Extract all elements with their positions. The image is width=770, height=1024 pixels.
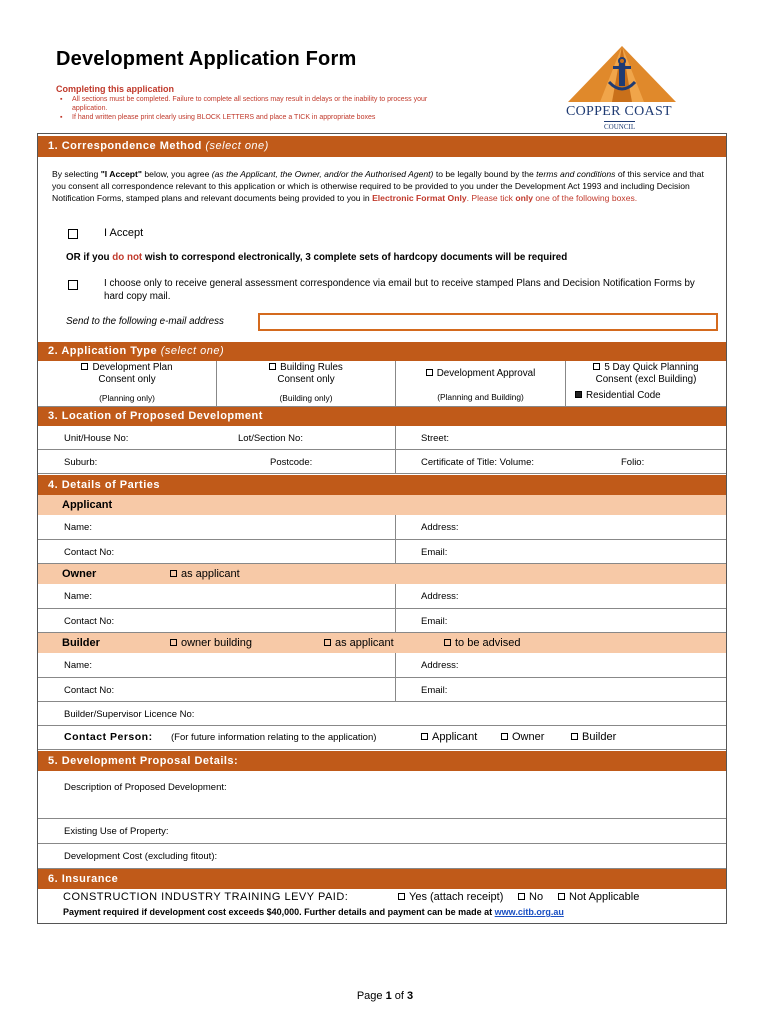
applicant-heading: Applicant xyxy=(38,495,726,515)
email-address-label: Send to the following e-mail address xyxy=(66,316,224,327)
builder-as-applicant-option[interactable]: as applicant xyxy=(324,633,394,653)
section-1-header: 1. Correspondence Method (select one) xyxy=(38,136,726,157)
or-hardcopy-text: OR if you do not wish to correspond electronically, 3 complete sets of hardcopy documents will be required xyxy=(66,252,568,263)
contact-applicant-option[interactable]: Applicant xyxy=(421,731,477,743)
instructions-list xyxy=(60,95,480,122)
section-6-header: 6. Insurance xyxy=(38,869,726,889)
section-2-header: 2. Application Type (select one) xyxy=(38,342,726,361)
consent-paragraph: By selecting "I Accept" below, you agree (as the Applicant, the Owner, and/or the Authorised Agent) to be legally bound by the terms and conditions of this service and that you consent all correspondence relevant to this application or which is otherwise required to be provided to you under the Development Act 1993 and including Decision Notification Forms, stamped plans and relevant documents being provided to you in Electronic Format Only. Please tick only one of the following boxes. xyxy=(52,169,704,203)
levy-label: CONSTRUCTION INDUSTRY TRAINING LEVY PAID: xyxy=(63,891,349,903)
option-quick-planning[interactable]: 5 Day Quick Planning Consent (excl Building) xyxy=(566,362,726,386)
applicant-row-2: Contact No: Email: xyxy=(38,540,726,564)
section-5-header: 5. Development Proposal Details: xyxy=(38,751,726,771)
section-4-header: 4. Details of Parties xyxy=(38,475,726,495)
option-residential-code[interactable]: Residential Code xyxy=(575,390,661,401)
instruction-item: ▪ If hand written please print clearly using BLOCK LETTERS and place a TICK in appropriate boxes xyxy=(60,114,376,121)
hardcopy-checkbox[interactable] xyxy=(68,280,78,290)
accept-checkbox[interactable] xyxy=(68,229,78,239)
builder-owner-building-option[interactable]: owner building xyxy=(170,633,252,653)
accept-label: I Accept xyxy=(104,227,144,239)
instruction-item: ▪ All sections must be completed. Failure to complete all sections may result in delays or the inability to process your application. xyxy=(60,96,428,112)
hardcopy-label: I choose only to receive general assessment correspondence via email but to receive stamped Plans and Decision Notification Forms by hard copy mail. xyxy=(104,278,695,302)
applicant-row-1: Name: Address: xyxy=(38,515,726,540)
licence-row: Builder/Supervisor Licence No: xyxy=(38,702,726,726)
builder-to-be-advised-option[interactable]: to be advised xyxy=(444,633,520,653)
existing-use-row: Existing Use of Property: xyxy=(38,819,726,844)
builder-row-2: Contact No: Email: xyxy=(38,678,726,702)
option-development-approval[interactable]: Development Approval (Planning and Building) xyxy=(396,368,565,403)
builder-row-1: Name: Address: xyxy=(38,653,726,678)
builder-heading: Builder owner building as applicant to be advised xyxy=(38,633,726,653)
section-3-header: 3. Location of Proposed Development xyxy=(38,407,726,426)
citb-link[interactable]: www.citb.org.au xyxy=(494,907,564,917)
email-address-input[interactable] xyxy=(258,313,718,331)
contact-owner-option[interactable]: Owner xyxy=(501,731,544,743)
owner-row-1: Name: Address: xyxy=(38,584,726,609)
logo-text: COPPER COAST xyxy=(566,104,672,119)
levy-yes-option[interactable]: Yes (attach receipt) xyxy=(398,891,503,903)
owner-row-2: Contact No: Email: xyxy=(38,609,726,633)
contact-person-row: Contact Person: (For future information relating to the application) Applicant Owner Builder xyxy=(38,726,726,750)
contact-builder-option[interactable]: Builder xyxy=(571,731,616,743)
location-row-1: Unit/House No: Lot/Section No: Street: xyxy=(38,426,726,450)
completing-heading: Completing this application xyxy=(56,84,175,94)
levy-not-applicable-option[interactable]: Not Applicable xyxy=(558,891,639,903)
location-row-2: Suburb: Postcode: Certificate of Title: Volume: Folio: xyxy=(38,450,726,474)
owner-heading: Owner as applicant xyxy=(38,564,726,584)
logo-subtext: COUNCIL xyxy=(604,123,636,131)
council-logo xyxy=(560,44,690,134)
levy-no-option[interactable]: No xyxy=(518,891,543,903)
option-development-plan[interactable]: Development Plan Consent only (Planning only) xyxy=(38,362,216,404)
option-building-rules[interactable]: Building Rules Consent only (Building only) xyxy=(217,362,395,404)
owner-as-applicant-option[interactable]: as applicant xyxy=(170,564,240,584)
development-cost-row: Development Cost (excluding fitout): xyxy=(38,844,726,869)
description-row: Description of Proposed Development: xyxy=(38,771,726,819)
payment-note: Payment required if development cost exceeds $40,000. Further details and payment can be made at www.citb.org.au xyxy=(63,907,564,917)
page-number: Page 1 of 3 xyxy=(356,990,414,1002)
page-title: Development Application Form xyxy=(56,48,357,70)
